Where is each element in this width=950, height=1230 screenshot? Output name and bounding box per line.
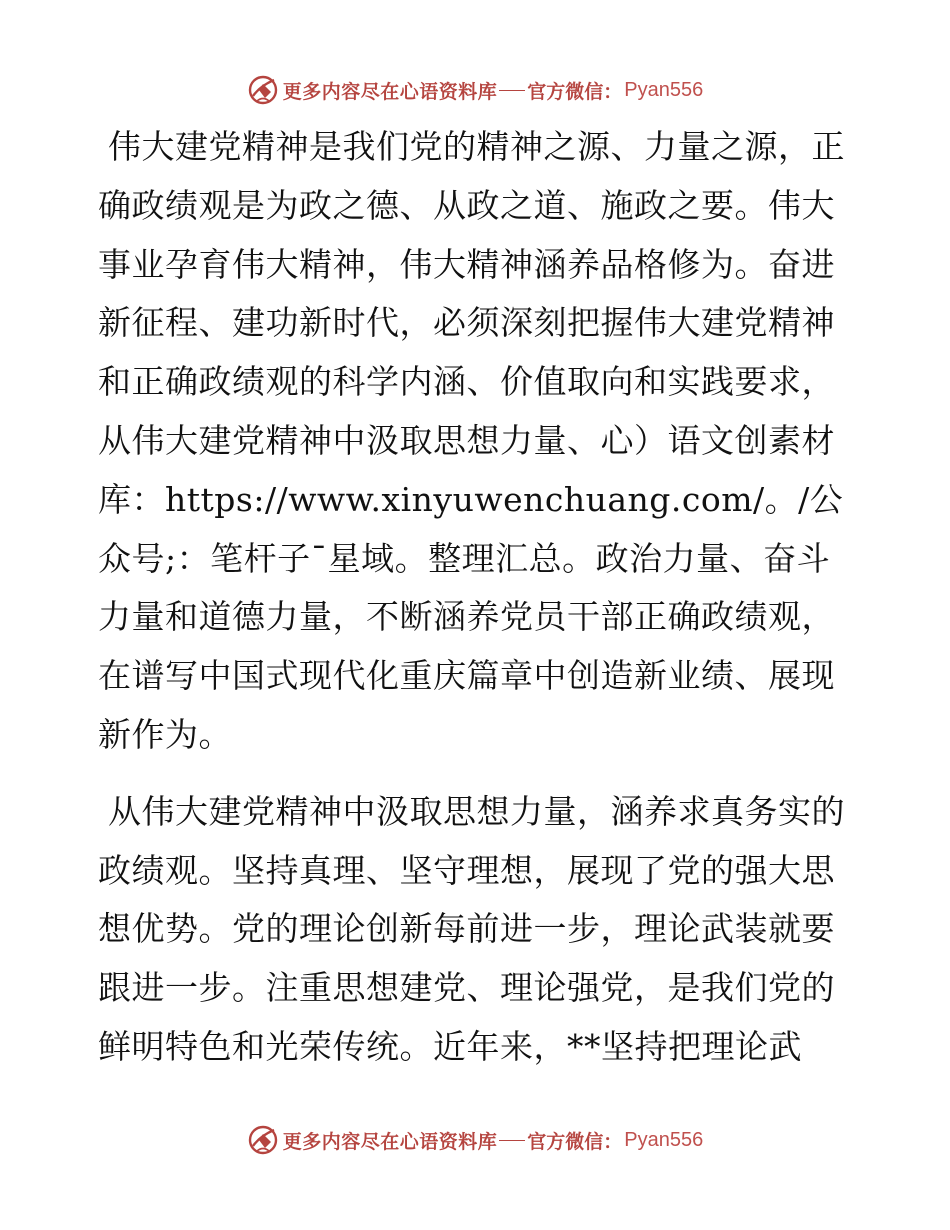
wechat-label: 官方微信： xyxy=(527,80,623,103)
wechat-id: Pyan556 xyxy=(624,1128,704,1151)
paragraph-1: 伟大建党精神是我们党的精神之源、力量之源，正确政绩观是为政之德、从政之道、施政之要。伟大事业孕育伟大精神，伟大精神涵养品格修为。奋进新征程、建功新时代，必须深刻把握伟大建党精神和正确政绩观的科学内涵、价值取向和实践要求，从伟大建党精神中汲取思想力量、心）语文创素材库：https://www.xinyuwenchuang.com/。/公众号;：笔杆子¯星域。整理汇总。政治力量、奋斗力量和道德力量，不断涵养党员干部正确政绩观，在谱写中国式现代化重庆篇章中创造新业绩、展现新作为。 xyxy=(98,127,845,754)
wechat-id: Pyan556 xyxy=(624,78,704,101)
header-watermark-banner xyxy=(0,70,950,110)
footer-watermark-banner xyxy=(0,1120,950,1160)
banner-separator xyxy=(499,1140,525,1141)
brand-logo-icon xyxy=(247,74,279,106)
document-body xyxy=(98,118,858,1095)
brand-text: 更多内容尽在心语资料库 xyxy=(282,80,498,103)
paragraph-2: 从伟大建党精神中汲取思想力量，涵养求真务实的政绩观。坚持真理、坚守理想，展现了党的强大思想优势。党的理论创新每前进一步，理论武装就要跟进一步。注重思想建党、理论强党，是我们党的鲜明特色和光荣传统。近年来，**坚持把理论武 xyxy=(98,791,845,1066)
wechat-label: 官方微信： xyxy=(527,1130,623,1153)
banner-separator xyxy=(499,90,525,91)
brand-logo-icon xyxy=(247,1124,279,1156)
brand-text: 更多内容尽在心语资料库 xyxy=(282,1130,498,1153)
